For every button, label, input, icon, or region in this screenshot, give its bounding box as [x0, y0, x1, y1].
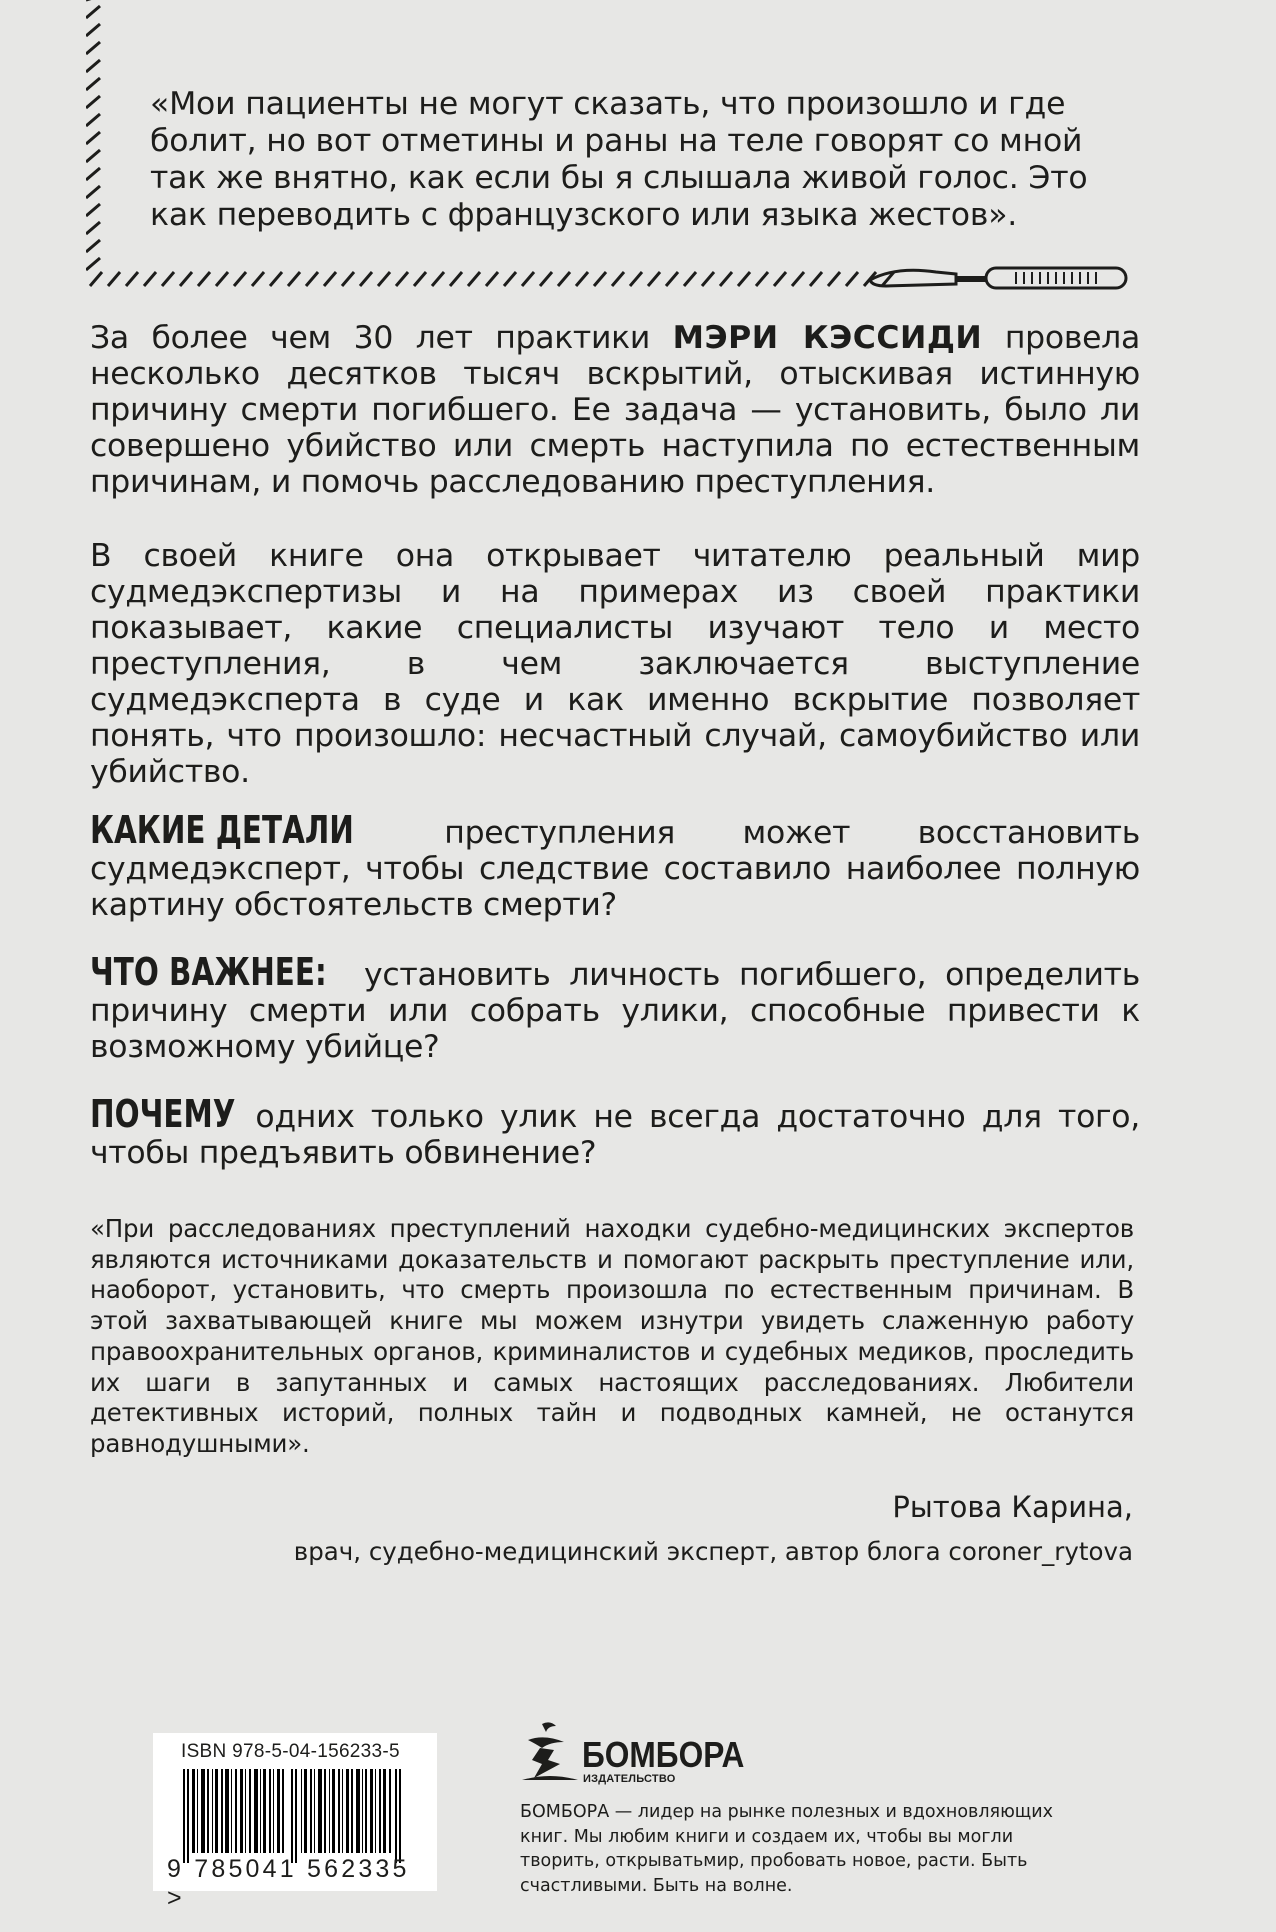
barcode-digits: 9 785041 562335 > [167, 1855, 410, 1912]
isbn-label: ISBN 978-5-04-156233-5 [181, 1741, 400, 1762]
question-text: одних только улик не всегда достаточно для того, чтобы предъявить обвинение? [90, 1099, 1140, 1171]
question-keyword: ЧТО ВАЖНЕЕ: [90, 950, 327, 994]
publisher-blurb: БОМБОРА — лидер на рынке полезных и вдохновляющих книг. Мы любим книги и создаем их, чтобы вы могли творить, открыватьмир, пробовать новое, расти. Быть счастливыми. Быть на волне. [520, 1802, 1054, 1896]
review-author: Рытова Карина, [892, 1490, 1133, 1524]
bombora-logo-icon [520, 1720, 580, 1782]
review-role: врач, судебно-медицинский эксперт, автор блога coroner_rytova [293, 1537, 1133, 1566]
question-text: преступления может восстановить судмедэксперт, чтобы следствие составило наиболее полную картину обстоятельств смерти? [90, 815, 1140, 923]
scalpel-icon [866, 262, 1136, 292]
question-important [90, 950, 1140, 1065]
publisher-subtitle: ИЗДАТЕЛЬСТВО [583, 1773, 676, 1785]
publisher-name: БОМБОРА [582, 1734, 745, 1775]
description-paragraph: В своей книге она открывает читателю реальный мир судмедэкспертизы и на примерах из своей практики показывает, какие специалисты изучают тело и место преступления, в чем заключается выступление судмедэксперта в суде и как именно вскрытие позволяет понять, что произошло: несчастный случай, самоубийство или убийство. [90, 538, 1140, 790]
question-text: установить личность погибшего, определить причину смерти или собрать улики, способные привести к возможному убийце? [90, 957, 1140, 1065]
barcode-block [153, 1733, 437, 1912]
intro-before: За более чем 30 лет практики [90, 320, 673, 356]
author-name: МЭРИ КЭССИДИ [672, 320, 983, 356]
review-quote: «При расследованиях преступлений находки судебно-медицинских экспертов являются источниками доказательств и помогают раскрыть преступление или, наоборот, установить, что смерть произошла по естественным причинам. В этой захватывающей книге мы можем изнутри увидеть слаженную работу правоохранительных органов, криминалистов и судебных медиков, проследить их шаги в запутанных и самых настоящих расследованиях. Любители детективных историй, полных тайн и подводных камней, не останутся равнодушными». [90, 1214, 1134, 1458]
question-why [90, 1092, 1140, 1171]
intro-paragraph [90, 320, 1140, 500]
lead-quote: «Мои пациенты не могут сказать, что произошло и где болит, но вот отметины и раны на теле говорят со мной так же внятно, как если бы я слышала живой голос. Это как переводить с французского или языка жестов». [150, 86, 1088, 233]
question-keyword: ПОЧЕМУ [90, 1092, 236, 1136]
question-keyword: КАКИЕ ДЕТАЛИ [90, 808, 354, 852]
barcode-icon [183, 1769, 413, 1863]
intro-after: провела несколько десятков тысяч вскрытий, отыскивая истинную причину смерти погибшего. Ее задача — установить, было ли совершено убийство или смерть наступила по естественным причинам, и помочь расследованию преступления. [90, 320, 1141, 500]
question-details [90, 808, 1140, 923]
